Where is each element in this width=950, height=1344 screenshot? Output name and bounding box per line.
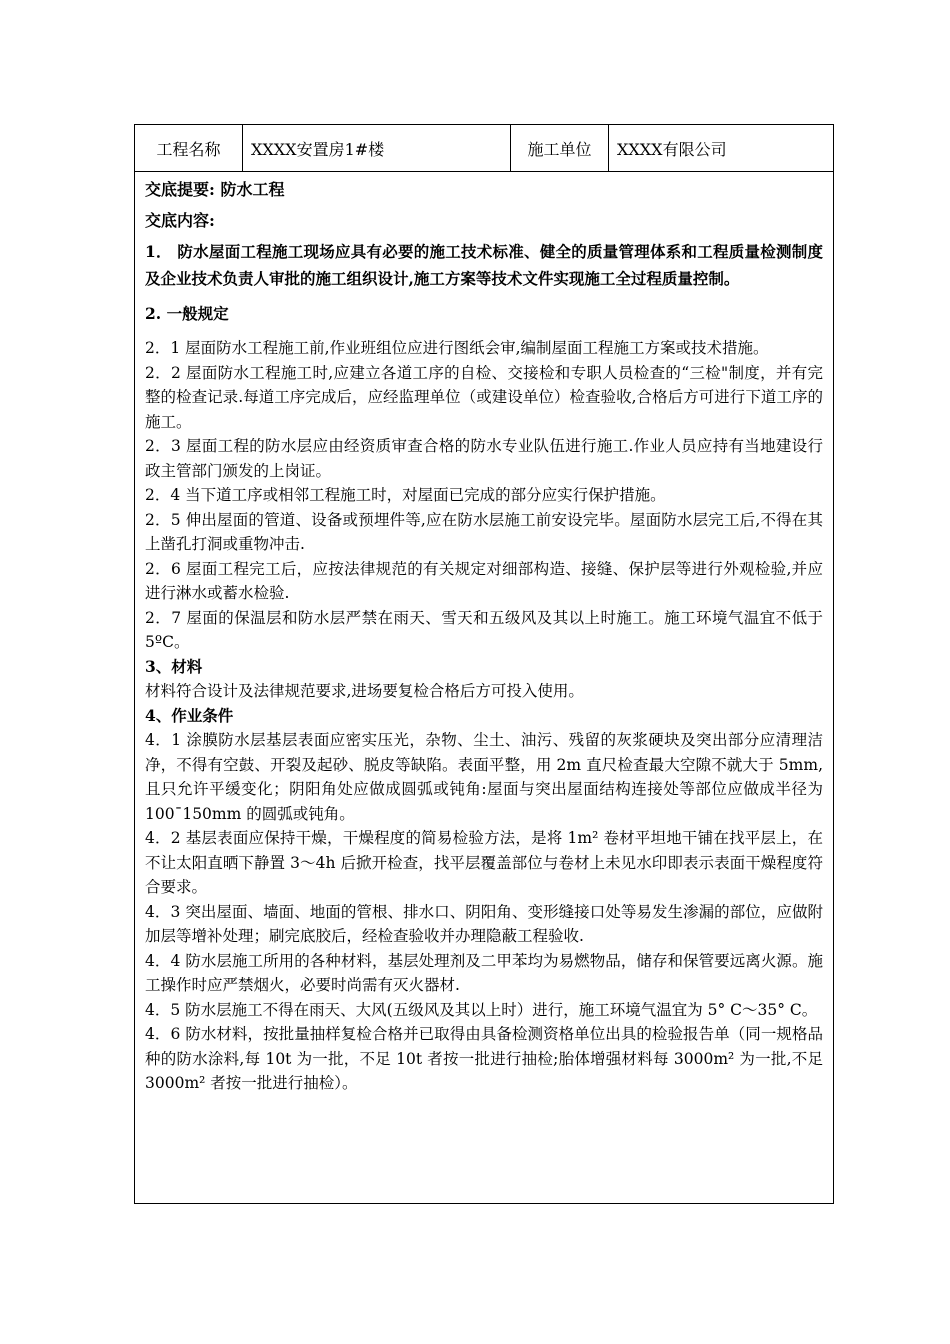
form-header: [135, 125, 833, 172]
paragraph-4-5: 4．5 防水层施工不得在雨天、大风(五级风及其以上时）进行，施工环境气温宜为 5° C～35° C。: [145, 1000, 818, 1019]
paragraph-2-2: 2．2 屋面防水工程施工时,应建立各道工序的自检、交接检和专职人员检查的“三检"制度，并有完整的检查记录.每道工序完成后，应经监理单位（或建设单位）检查验收,合格后方可进行下道工序的施工。: [145, 363, 823, 431]
disclosure-summary: 交底提要: 防水工程: [145, 180, 285, 199]
heading-general-rules: 2. 一般规定: [145, 304, 229, 323]
form-body: [135, 172, 833, 1096]
heading-materials: 3、材料: [145, 656, 203, 676]
paragraph-4-3: 4．3 突出屋面、墙面、地面的管根、排水口、阴阳角、变形缝接口处等易发生渗漏的部位，应做附加层等增补处理；刷完底胶后，经检查验收并办理隐蔽工程验收.: [145, 902, 823, 945]
project-name-label: 工程名称: [135, 125, 243, 171]
paragraph-4-4: 4．4 防水层施工所用的各种材料，基层处理剂及二甲苯均为易燃物品，储存和保管要远离火源。施工操作时应严禁烟火，必要时尚需有灭火器材.: [145, 951, 823, 994]
disclosure-content-label: 交底内容:: [145, 211, 215, 230]
paragraph-materials: 材料符合设计及法律规范要求,进场要复检合格后方可投入使用。: [145, 682, 584, 700]
paragraph-intro: 1． 防水屋面工程施工现场应具有必要的施工技术标准、健全的质量管理体系和工程质量检测制度及企业技术负责人审批的施工组织设计,施工方案等技术文件实现施工全过程质量控制。: [145, 242, 823, 288]
paragraph-4-1: 4．1 涂膜防水层基层表面应密实压光，杂物、尘土、油污、残留的灰浆硬块及突出部分应清理洁净，不得有空鼓、开裂及起砂、脱皮等缺陷。表面平整，用 2m 直尺检查最大空隙不就大于 5mm,且只允许平缓变化；阴阳角处应做成圆弧或钝角:屋面与突出屋面结构连接处等部位应做成半径为100¯150mm 的圆弧或钝角。: [145, 731, 823, 823]
construction-unit-label: 施工单位: [511, 125, 609, 171]
paragraph-4-2: 4．2 基层表面应保持干燥，干燥程度的简易检验方法，是将 1m² 卷材平坦地干铺在找平层上，在不让太阳直晒下静置 3～4h 后掀开检查，找平层覆盖部位与卷材上未见水印即表示表面干燥程度符合要求。: [145, 829, 823, 896]
paragraph-4-6: 4．6 防水材料，按批量抽样复检合格并已取得由具备检测资格单位出具的检验报告单（同一规格品种的防水涂料,每 10t 为一批，不足 10t 者按一批进行抽检;胎体增强材料每 3000m² 为一批,不足 3000m² 者按一批进行抽检）。: [145, 1025, 823, 1092]
paragraph-2-4: 2．4 当下道工序或相邻工程施工时，对屋面已完成的部分应实行保护措施。: [145, 486, 666, 504]
disclosure-form: [134, 124, 834, 1204]
paragraph-2-6: 2．6 屋面工程完工后，应按法律规范的有关规定对细部构造、接缝、保护层等进行外观检验,并应进行淋水或蓄水检验.: [145, 559, 823, 602]
paragraph-2-3: 2．3 屋面工程的防水层应由经资质审查合格的防水专业队伍进行施工.作业人员应持有当地建设行政主管部门颁发的上岗证。: [145, 437, 823, 480]
paragraph-2-1: 2．1 屋面防水工程施工前,作业班组位应进行图纸会审,编制屋面工程施工方案或技术措施。: [145, 339, 769, 357]
construction-unit-value: XXXX有限公司: [617, 139, 727, 159]
paragraph-2-5: 2．5 伸出屋面的管道、设备或预埋件等,应在防水层施工前安设完毕。屋面防水层完工后,不得在其上凿孔打洞或重物冲击.: [145, 510, 823, 553]
project-name-value: XXXX安置房1#楼: [243, 125, 511, 171]
heading-work-conditions: 4、作业条件: [145, 705, 234, 725]
paragraph-2-7: 2．7 屋面的保温层和防水层严禁在雨天、雪天和五级风及其以上时施工。施工环境气温宜不低于5ºC。: [145, 608, 823, 651]
